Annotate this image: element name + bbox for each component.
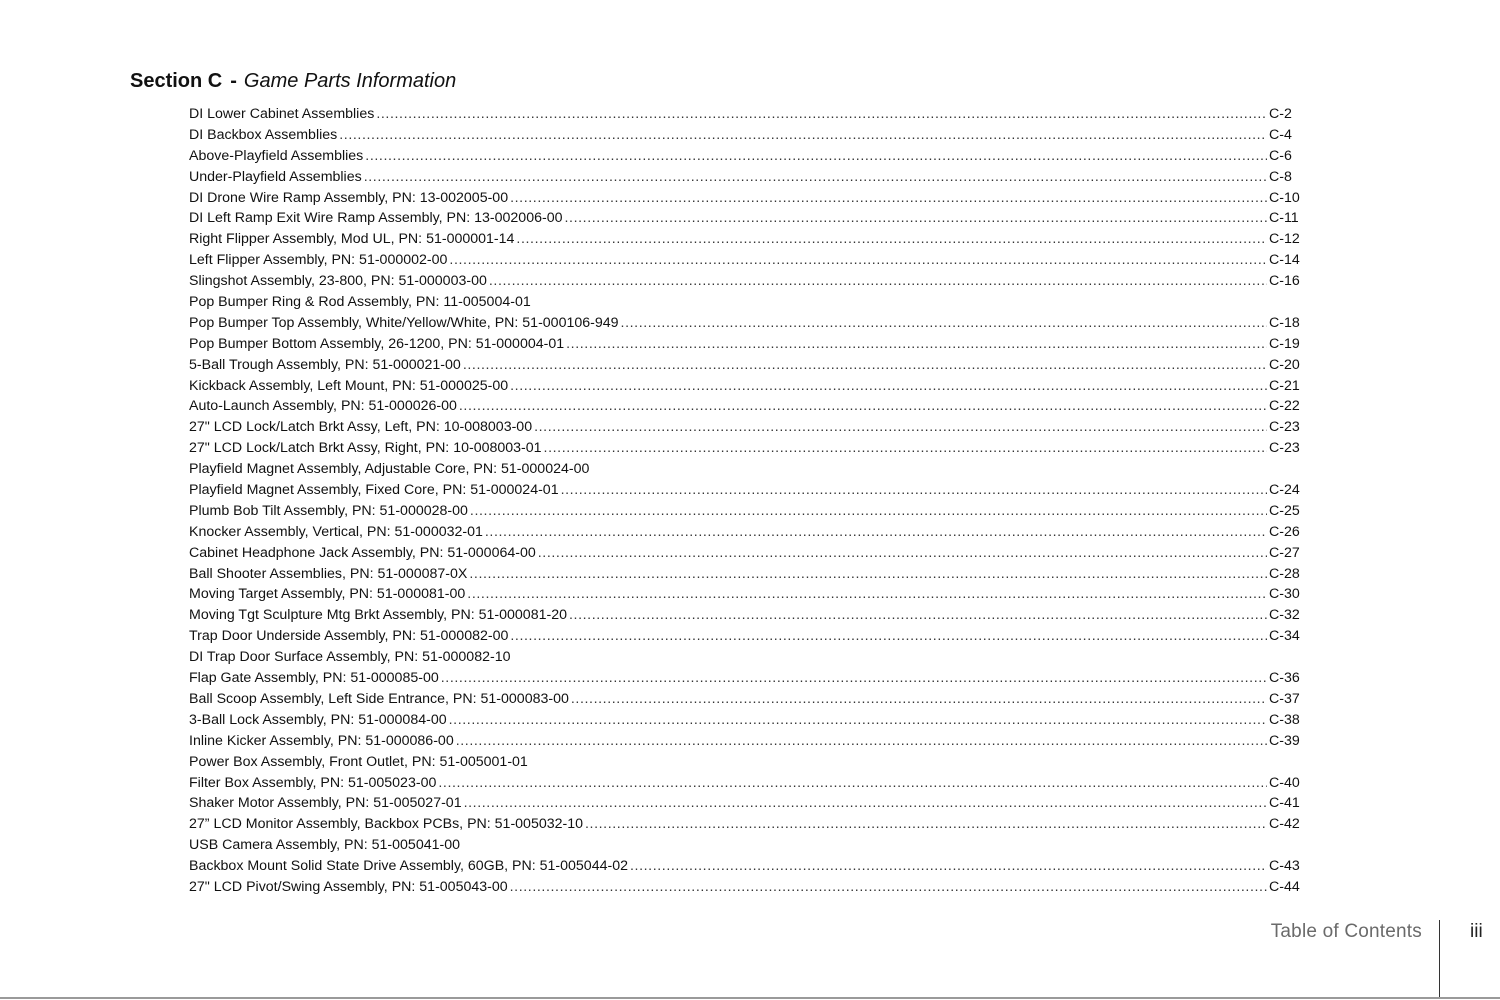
- toc-entry-page: C-23: [1269, 419, 1300, 436]
- toc-entry[interactable]: [189, 501, 1305, 522]
- toc-dot-leader: [459, 396, 1267, 417]
- toc-entry-title: DI Backbox Assemblies: [189, 126, 338, 143]
- toc-dot-leader: [339, 125, 1267, 146]
- toc-dot-leader: [565, 208, 1268, 229]
- toc-entry-title: Moving Tgt Sculpture Mtg Brkt Assembly, PN: 51-000081-20: [189, 607, 567, 624]
- toc-entry-title: DI Lower Cabinet Assemblies: [189, 106, 375, 122]
- toc-entry-title: Flap Gate Assembly, PN: 51-000085-00: [189, 670, 439, 687]
- toc-entry[interactable]: [189, 438, 1305, 459]
- toc-entry-page: C-11: [1269, 210, 1299, 227]
- toc-entry[interactable]: [189, 355, 1305, 376]
- toc-entry[interactable]: [189, 146, 1305, 167]
- toc-entry-title: Under-Playfield Assemblies: [189, 168, 362, 185]
- page-bottom-rule: [0, 997, 1500, 999]
- toc-entry-title: Moving Target Assembly, PN: 51-000081-00: [189, 586, 466, 603]
- toc-entry[interactable]: [189, 208, 1305, 229]
- toc-entry[interactable]: [189, 104, 1305, 125]
- toc-entry-page: C-32: [1269, 607, 1300, 624]
- toc-entry-page: C-2: [1269, 106, 1292, 122]
- toc-entry-page: C-38: [1269, 711, 1300, 728]
- toc-entry[interactable]: [189, 167, 1305, 188]
- toc-entry-title: Shaker Motor Assembly, PN: 51-005027-01: [189, 795, 462, 812]
- toc-entry-title: Knocker Assembly, Vertical, PN: 51-000032-01: [189, 523, 483, 540]
- toc-entry[interactable]: [189, 250, 1305, 271]
- toc-entry[interactable]: [189, 313, 1305, 334]
- toc-dot-leader: [364, 167, 1267, 188]
- toc-entry-title: 27" LCD Pivot/Swing Assembly, PN: 51-005043-00: [189, 878, 508, 895]
- toc-entry-page: C-25: [1269, 502, 1300, 519]
- toc-entry-page: C-34: [1269, 628, 1300, 645]
- toc-entry[interactable]: [189, 814, 1305, 835]
- toc-entry-page: C-19: [1269, 335, 1300, 352]
- toc-dot-leader: [376, 104, 1267, 125]
- toc-entry-title: Cabinet Headphone Jack Assembly, PN: 51-000064-00: [189, 544, 536, 561]
- toc-entry-page: C-20: [1269, 356, 1300, 373]
- toc-entry[interactable]: [189, 543, 1305, 564]
- toc-entry-page: C-14: [1269, 252, 1300, 269]
- toc-entry-page: C-4: [1269, 126, 1292, 143]
- section-name: Game Parts Information: [243, 70, 457, 92]
- toc-entry[interactable]: [189, 668, 1305, 689]
- toc-entry[interactable]: [189, 856, 1305, 877]
- toc-entry-title: Power Box Assembly, Front Outlet, PN: 51-005001-01: [189, 753, 528, 770]
- toc-dot-leader: [510, 877, 1267, 898]
- toc-entry-title: Slingshot Assembly, 23-800, PN: 51-000003-00: [189, 273, 487, 290]
- toc-entry[interactable]: [189, 376, 1305, 397]
- toc-entry-title: Pop Bumper Top Assembly, White/Yellow/White, PN: 51-000106-949: [189, 314, 619, 331]
- toc-list: [189, 104, 1305, 898]
- toc-entry[interactable]: [189, 877, 1305, 898]
- toc-dot-leader: [510, 376, 1267, 397]
- toc-entry-page: C-18: [1269, 314, 1300, 331]
- section-separator: -: [230, 70, 237, 92]
- toc-entry-title: Backbox Mount Solid State Drive Assembly, 60GB, PN: 51-005044-02: [189, 858, 628, 875]
- toc-entry-page: C-27: [1269, 544, 1300, 561]
- toc-dot-leader: [469, 564, 1267, 585]
- toc-entry-title: DI Left Ramp Exit Wire Ramp Assembly, PN: 13-002006-00: [189, 210, 563, 227]
- footer-label: Table of Contents: [1270, 921, 1422, 942]
- toc-entry-title: Plumb Bob Tilt Assembly, PN: 51-000028-00: [189, 502, 468, 519]
- toc-entry-page: C-42: [1269, 816, 1300, 833]
- toc-entry-page: C-22: [1269, 398, 1300, 415]
- toc-entry-title: 27" LCD Lock/Latch Brkt Assy, Right, PN: 10-008003-01: [189, 440, 542, 457]
- toc-entry-page: C-40: [1269, 774, 1300, 791]
- toc-entry-page: C-30: [1269, 586, 1300, 603]
- toc-entry-page: C-39: [1269, 732, 1300, 749]
- toc-entry[interactable]: [189, 480, 1305, 501]
- toc-entry[interactable]: [189, 689, 1305, 710]
- toc-dot-leader: [489, 271, 1267, 292]
- toc-entry-page: C-6: [1269, 147, 1292, 164]
- toc-entry-title: Kickback Assembly, Left Mount, PN: 51-000025-00: [189, 377, 509, 394]
- toc-entry-page: C-43: [1269, 858, 1300, 875]
- toc-entry-title: Left Flipper Assembly, PN: 51-000002-00: [189, 252, 448, 269]
- toc-dot-leader: [464, 793, 1267, 814]
- toc-entry-title: 27" LCD Lock/Latch Brkt Assy, Left, PN: 10-008003-00: [189, 419, 533, 436]
- toc-entry[interactable]: [189, 626, 1305, 647]
- toc-entry[interactable]: [189, 292, 1305, 313]
- toc-entry[interactable]: [189, 647, 1305, 668]
- toc-entry[interactable]: [189, 459, 1305, 480]
- toc-entry-title: 27” LCD Monitor Assembly, Backbox PCBs, PN: 51-005032-10: [189, 816, 584, 833]
- toc-dot-leader: [569, 605, 1267, 626]
- toc-entry-title: Inline Kicker Assembly, PN: 51-000086-00: [189, 732, 454, 749]
- toc-dot-leader: [470, 501, 1267, 522]
- toc-dot-leader: [538, 543, 1267, 564]
- toc-entry-page: C-28: [1269, 565, 1300, 582]
- toc-entry-title: 3-Ball Lock Assembly, PN: 51-000084-00: [189, 711, 447, 728]
- toc-entry[interactable]: [189, 188, 1305, 209]
- toc-dot-leader: [571, 689, 1267, 710]
- section-heading: [130, 68, 456, 94]
- toc-entry-page: C-41: [1269, 795, 1300, 812]
- toc-dot-leader: [534, 417, 1267, 438]
- toc-dot-leader: [585, 814, 1267, 835]
- toc-dot-leader: [516, 229, 1267, 250]
- toc-dot-leader: [510, 188, 1267, 209]
- toc-entry[interactable]: [189, 396, 1305, 417]
- toc-entry-title: Ball Shooter Assemblies, PN: 51-000087-0X: [189, 565, 468, 582]
- footer-page-number: iii: [1470, 921, 1483, 942]
- toc-entry[interactable]: [189, 417, 1305, 438]
- toc-dot-leader: [365, 146, 1267, 167]
- toc-entry-title: Filter Box Assembly, PN: 51-005023-00: [189, 774, 437, 791]
- section-label: Section C: [130, 70, 223, 92]
- toc-entry-title: Right Flipper Assembly, Mod UL, PN: 51-000001-14: [189, 231, 515, 248]
- toc-entry-page: C-8: [1269, 168, 1292, 185]
- toc-entry-page: C-37: [1269, 690, 1300, 707]
- toc-entry[interactable]: [189, 584, 1305, 605]
- toc-dot-leader: [438, 773, 1267, 794]
- toc-entry-page: C-23: [1269, 440, 1300, 457]
- toc-entry[interactable]: [189, 229, 1305, 250]
- toc-entry[interactable]: [189, 271, 1305, 292]
- toc-dot-leader: [449, 250, 1267, 271]
- toc-dot-leader: [441, 668, 1267, 689]
- toc-entry-page: C-10: [1269, 189, 1300, 206]
- toc-entry-page: C-21: [1269, 377, 1300, 394]
- toc-dot-leader: [485, 522, 1267, 543]
- toc-dot-leader: [510, 626, 1267, 647]
- toc-entry-title: Trap Door Underside Assembly, PN: 51-000082-00: [189, 628, 509, 645]
- toc-entry[interactable]: [189, 731, 1305, 752]
- toc-entry-title: USB Camera Assembly, PN: 51-005041-00: [189, 837, 461, 854]
- toc-entry-title: DI Drone Wire Ramp Assembly, PN: 13-002005-00: [189, 189, 509, 206]
- toc-entry[interactable]: [189, 564, 1305, 585]
- toc-entry-page: C-12: [1269, 231, 1300, 248]
- toc-dot-leader: [630, 856, 1267, 877]
- toc-entry-page: C-24: [1269, 482, 1300, 499]
- toc-entry[interactable]: [189, 835, 1305, 856]
- toc-entry-title: 5-Ball Trough Assembly, PN: 51-000021-00: [189, 356, 461, 373]
- toc-entry[interactable]: [189, 522, 1305, 543]
- footer-divider: [1439, 920, 1440, 998]
- toc-entry-title: Pop Bumper Ring & Rod Assembly, PN: 11-005004-01: [189, 294, 531, 311]
- toc-entry[interactable]: [189, 752, 1305, 773]
- toc-entry-title: DI Trap Door Surface Assembly, PN: 51-000082-10: [189, 649, 511, 666]
- toc-entry[interactable]: [189, 334, 1305, 355]
- toc-dot-leader: [566, 334, 1267, 355]
- toc-entry-page: C-16: [1269, 273, 1300, 290]
- toc-entry[interactable]: [189, 793, 1305, 814]
- toc-entry[interactable]: [189, 125, 1305, 146]
- toc-entry-title: Ball Scoop Assembly, Left Side Entrance, PN: 51-000083-00: [189, 690, 569, 707]
- toc-entry-title: Pop Bumper Bottom Assembly, 26-1200, PN: 51-000004-01: [189, 335, 565, 352]
- toc-dot-leader: [621, 313, 1267, 334]
- toc-entry-title: Playfield Magnet Assembly, Fixed Core, PN: 51-000024-01: [189, 482, 559, 499]
- toc-entry[interactable]: [189, 605, 1305, 626]
- toc-dot-leader: [561, 480, 1267, 501]
- toc-entry-title: Above-Playfield Assemblies: [189, 147, 364, 164]
- toc-entry[interactable]: [189, 710, 1305, 731]
- toc-entry[interactable]: [189, 773, 1305, 794]
- toc-dot-leader: [449, 710, 1267, 731]
- toc-entry-page: C-44: [1269, 878, 1300, 895]
- toc-dot-leader: [467, 584, 1267, 605]
- toc-entry-page: C-26: [1269, 523, 1300, 540]
- toc-entry-title: Auto-Launch Assembly, PN: 51-000026-00: [189, 398, 457, 415]
- toc-entry-page: C-36: [1269, 670, 1300, 687]
- toc-dot-leader: [456, 731, 1267, 752]
- toc-entry-title: Playfield Magnet Assembly, Adjustable Core, PN: 51-000024-00: [189, 461, 590, 478]
- toc-dot-leader: [463, 355, 1267, 376]
- toc-dot-leader: [544, 438, 1267, 459]
